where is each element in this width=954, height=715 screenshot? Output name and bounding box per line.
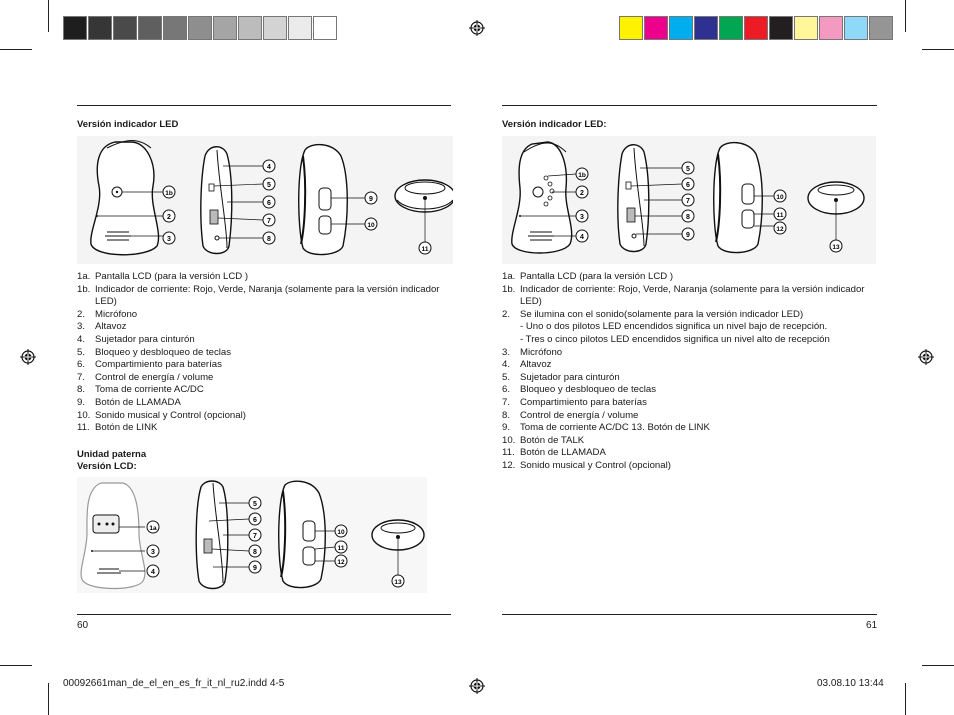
item-number: 1a. xyxy=(77,271,91,282)
callout-4 xyxy=(147,565,159,577)
item-number: 8. xyxy=(502,409,511,421)
color-swatch xyxy=(844,16,868,40)
device-diagram-led-version xyxy=(77,136,453,264)
item-number: 1a. xyxy=(502,271,516,282)
list-item xyxy=(502,410,878,423)
callout-6 xyxy=(249,513,261,525)
item-number: 3. xyxy=(77,321,86,333)
svg-text:5: 5 xyxy=(686,166,690,173)
list-item xyxy=(502,271,878,284)
color-swatch xyxy=(188,16,212,40)
crop-mark xyxy=(0,49,32,50)
registration-mark-icon xyxy=(918,349,934,365)
list-item xyxy=(502,309,878,347)
svg-text:6: 6 xyxy=(686,182,690,189)
list-item xyxy=(77,271,451,284)
callout-11 xyxy=(774,208,786,220)
list-item xyxy=(77,410,451,423)
callout-13 xyxy=(392,575,404,587)
item-number: 1b. xyxy=(77,283,91,295)
callout-2 xyxy=(163,210,175,222)
svg-text:10: 10 xyxy=(367,222,375,229)
device-diagram-lcd-version xyxy=(77,477,427,593)
callout-11 xyxy=(419,242,431,254)
list-item xyxy=(77,309,451,322)
color-swatch xyxy=(769,16,793,40)
list-item xyxy=(502,372,878,385)
callout-3 xyxy=(576,210,588,222)
item-number: 10. xyxy=(77,409,91,421)
item-number: 4. xyxy=(77,333,86,345)
color-swatch xyxy=(63,16,87,40)
print-datetime: 03.08.10 13:44 xyxy=(817,678,884,689)
list-item xyxy=(77,397,451,410)
item-text: Botón de LLAMADA xyxy=(520,447,606,459)
device-diagram-led-version-detailed xyxy=(502,136,876,264)
crop-mark xyxy=(905,0,906,32)
list-item xyxy=(502,435,878,448)
color-swatch xyxy=(744,16,768,40)
svg-text:11: 11 xyxy=(337,545,345,552)
svg-text:8: 8 xyxy=(253,549,257,556)
color-swatch xyxy=(113,16,137,40)
callout-7 xyxy=(249,529,261,541)
callout-3 xyxy=(163,232,175,244)
list-item xyxy=(502,359,878,372)
page-number: 60 xyxy=(77,620,89,631)
parts-list xyxy=(502,271,878,473)
callout-8 xyxy=(249,545,261,557)
section-heading: Unidad paterna xyxy=(77,449,147,460)
callout-12 xyxy=(774,222,786,234)
list-item xyxy=(502,347,878,360)
list-item xyxy=(77,384,451,397)
list-item xyxy=(77,334,451,347)
color-swatch xyxy=(238,16,262,40)
svg-text:3: 3 xyxy=(580,214,584,221)
svg-text:12: 12 xyxy=(776,226,784,233)
callout-9 xyxy=(365,192,377,204)
parts-list xyxy=(77,271,451,435)
color-swatch xyxy=(313,16,337,40)
svg-text:7: 7 xyxy=(253,533,257,540)
item-number: 9. xyxy=(77,396,86,408)
item-text: Botón de TALK xyxy=(520,434,585,446)
item-number: 2. xyxy=(77,308,86,320)
item-number: 5. xyxy=(502,371,511,383)
svg-text:7: 7 xyxy=(267,218,271,225)
callout-8 xyxy=(263,232,275,244)
color-swatch xyxy=(619,16,643,40)
item-number: 7. xyxy=(502,396,511,408)
item-number: 11. xyxy=(77,422,90,434)
item-number: 9. xyxy=(502,422,511,434)
item-text: Toma de corriente AC/DC 13. Botón de LINK xyxy=(520,422,710,434)
color-swatch xyxy=(794,16,818,40)
bottom-rule xyxy=(502,614,877,615)
callout-7 xyxy=(682,194,694,206)
svg-text:4: 4 xyxy=(580,234,584,241)
color-swatch xyxy=(288,16,312,40)
item-text: Indicador de corriente: Rojo, Verde, Naranja (solamente para la versión indicador LED) xyxy=(520,283,865,308)
color-swatch xyxy=(263,16,287,40)
process-color-bar xyxy=(619,16,894,40)
crop-mark xyxy=(0,665,32,666)
svg-text:1b: 1b xyxy=(578,172,586,179)
item-text: Sujetador para cinturón xyxy=(520,371,620,383)
svg-text:1b: 1b xyxy=(165,190,173,197)
callout-1b xyxy=(163,186,175,198)
list-item xyxy=(77,422,451,435)
svg-text:12: 12 xyxy=(337,559,345,566)
item-number: 6. xyxy=(77,359,86,371)
list-item xyxy=(502,284,878,309)
crop-mark xyxy=(905,683,906,715)
item-text: Bloqueo y desbloqueo de teclas xyxy=(95,346,232,358)
grayscale-color-bar xyxy=(63,16,338,40)
svg-text:3: 3 xyxy=(151,549,155,556)
item-text: Botón de LINK xyxy=(95,422,158,434)
svg-text:5: 5 xyxy=(253,501,257,508)
list-item xyxy=(77,284,451,309)
file-slug: 00092661man_de_el_en_es_fr_it_nl_ru2.indd 4-5 xyxy=(63,678,285,689)
item-number: 11. xyxy=(502,447,515,459)
callout-5 xyxy=(249,497,261,509)
item-number: 10. xyxy=(502,434,516,446)
svg-text:9: 9 xyxy=(686,232,690,239)
item-subtext: - Tres o cinco pilotos LED encendidos significa un nivel alto de recepción xyxy=(520,333,830,345)
crop-mark xyxy=(922,665,954,666)
callout-1b xyxy=(576,168,588,180)
callout-9 xyxy=(249,561,261,573)
item-text: Botón de LLAMADA xyxy=(95,396,181,408)
callout-5 xyxy=(682,162,694,174)
svg-text:9: 9 xyxy=(253,565,257,572)
item-text: Se ilumina con el sonido(solamente para la versión indicador LED) xyxy=(520,308,804,320)
item-text: Bloqueo y desbloqueo de teclas xyxy=(520,384,657,396)
svg-text:11: 11 xyxy=(776,212,784,219)
crop-mark xyxy=(48,0,49,32)
svg-text:13: 13 xyxy=(394,579,402,586)
list-item xyxy=(77,347,451,360)
item-text: Sonido musical y Control (opcional) xyxy=(95,409,246,421)
item-subtext: - Uno o dos pilotos LED encendidos significa un nivel bajo de recepción. xyxy=(520,321,828,333)
svg-text:9: 9 xyxy=(369,196,373,203)
item-text: Control de energía / volume xyxy=(95,371,214,383)
svg-text:13: 13 xyxy=(832,244,840,251)
color-swatch xyxy=(213,16,237,40)
callout-5 xyxy=(263,178,275,190)
color-swatch xyxy=(694,16,718,40)
item-number: 4. xyxy=(502,359,511,371)
list-item xyxy=(502,384,878,397)
callout-10 xyxy=(774,190,786,202)
color-swatch xyxy=(669,16,693,40)
svg-text:4: 4 xyxy=(267,164,271,171)
svg-text:10: 10 xyxy=(776,194,784,201)
registration-mark-icon xyxy=(20,349,36,365)
list-item xyxy=(502,422,878,435)
item-number: 8. xyxy=(77,384,86,396)
registration-mark-icon xyxy=(469,20,485,36)
item-text: Micrófono xyxy=(520,346,563,358)
item-text: Sonido musical y Control (opcional) xyxy=(520,459,671,471)
callout-10 xyxy=(365,218,377,230)
color-swatch xyxy=(644,16,668,40)
item-text: Pantalla LCD (para la versión LCD ) xyxy=(95,271,249,282)
callout-10 xyxy=(335,525,347,537)
callout-11 xyxy=(335,541,347,553)
list-item xyxy=(77,321,451,334)
svg-text:7: 7 xyxy=(686,198,690,205)
item-text: Sujetador para cinturón xyxy=(95,333,195,345)
callout-9 xyxy=(682,228,694,240)
bottom-rule xyxy=(77,614,451,615)
item-number: 3. xyxy=(502,346,511,358)
callout-1a xyxy=(147,521,159,533)
color-swatch xyxy=(138,16,162,40)
item-text: Control de energía / volume xyxy=(520,409,639,421)
registration-mark-icon xyxy=(469,678,485,694)
top-rule xyxy=(502,105,877,106)
list-item xyxy=(502,460,878,473)
color-swatch xyxy=(163,16,187,40)
svg-text:5: 5 xyxy=(267,182,271,189)
crop-mark xyxy=(922,49,954,50)
item-number: 5. xyxy=(77,346,86,358)
item-text: Compartimiento para baterías xyxy=(520,396,647,408)
svg-text:10: 10 xyxy=(337,529,345,536)
item-text: Altavoz xyxy=(95,321,127,333)
color-swatch xyxy=(719,16,743,40)
section-heading: Versión indicador LED: xyxy=(502,119,607,130)
callout-2 xyxy=(576,186,588,198)
callout-6 xyxy=(263,196,275,208)
section-heading: Versión LCD: xyxy=(77,461,137,472)
top-rule xyxy=(77,105,451,106)
list-item xyxy=(77,359,451,372)
svg-text:3: 3 xyxy=(167,236,171,243)
item-text: Toma de corriente AC/DC xyxy=(95,384,204,396)
callout-6 xyxy=(682,178,694,190)
callout-4 xyxy=(576,230,588,242)
svg-text:4: 4 xyxy=(151,569,155,576)
svg-text:11: 11 xyxy=(421,246,429,253)
callout-7 xyxy=(263,214,275,226)
svg-text:8: 8 xyxy=(686,214,690,221)
list-item xyxy=(502,397,878,410)
item-number: 6. xyxy=(502,384,511,396)
page-number: 61 xyxy=(866,620,878,631)
item-number: 12. xyxy=(502,459,516,471)
svg-text:6: 6 xyxy=(253,517,257,524)
item-text: Compartimiento para baterías xyxy=(95,359,222,371)
item-text: Micrófono xyxy=(95,308,138,320)
svg-text:8: 8 xyxy=(267,236,271,243)
callout-12 xyxy=(335,555,347,567)
svg-text:2: 2 xyxy=(580,190,584,197)
callout-8 xyxy=(682,210,694,222)
list-item xyxy=(502,447,878,460)
item-text: Pantalla LCD (para la versión LCD ) xyxy=(520,271,674,282)
item-number: 2. xyxy=(502,308,511,320)
callout-4 xyxy=(263,160,275,172)
item-text: Indicador de corriente: Rojo, Verde, Naranja (solamente para la versión indicador LED) xyxy=(95,283,440,308)
color-swatch xyxy=(819,16,843,40)
svg-text:2: 2 xyxy=(167,214,171,221)
section-heading: Versión indicador LED xyxy=(77,119,179,130)
item-number: 7. xyxy=(77,371,86,383)
crop-mark xyxy=(48,683,49,715)
item-number: 1b. xyxy=(502,283,516,295)
color-swatch xyxy=(869,16,893,40)
item-text: Altavoz xyxy=(520,359,552,371)
callout-13 xyxy=(830,240,842,252)
svg-text:6: 6 xyxy=(267,200,271,207)
callout-3 xyxy=(147,545,159,557)
list-item xyxy=(77,372,451,385)
svg-text:1a: 1a xyxy=(149,525,157,532)
color-swatch xyxy=(88,16,112,40)
